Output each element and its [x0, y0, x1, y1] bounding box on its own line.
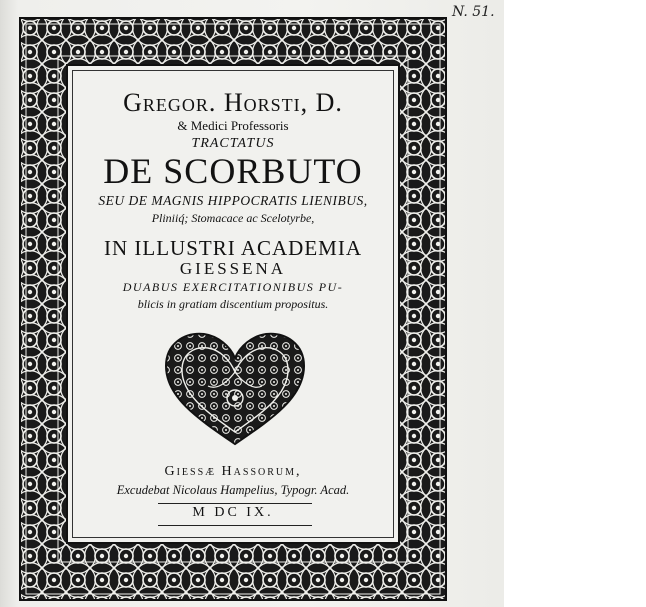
title-panel [66, 64, 400, 544]
city-line: GIESSENA [179, 259, 287, 278]
author-role-line: & Medici Professoris [177, 118, 289, 133]
exercises-line-1: DUABUS EXERCITATIONIBUS PU- [122, 280, 344, 294]
publication-year: M DC IX. [192, 505, 274, 520]
imprint-printer: Excudebat Nicolaus Hampelius, Typogr. Acad. [116, 483, 350, 497]
heart-ornament-icon [160, 328, 310, 448]
year-rule-bottom [158, 525, 312, 526]
main-title: DE SCORBUTO [103, 151, 363, 191]
subtitle-line-1: SEU DE MAGNIS HIPPOCRATIS LIENIBUS, [98, 193, 368, 208]
treatise-line: TRACTATUS [191, 136, 275, 151]
exercises-line-2: blicis in gratiam discentium propositus. [137, 297, 329, 311]
decorative-frame [18, 16, 448, 602]
academy-line: IN ILLUSTRI ACADEMIA [104, 236, 362, 260]
imprint-place: Giessæ Hassorum, [164, 464, 302, 479]
shelfmark-annotation: N. 51. [452, 4, 495, 20]
year-rule-top [158, 503, 312, 504]
author-line: Gregor. Horsti, D. [123, 88, 343, 117]
subtitle-line-2: Pliniiq́; Stomacace ac Scelotyrbe, [151, 211, 315, 225]
